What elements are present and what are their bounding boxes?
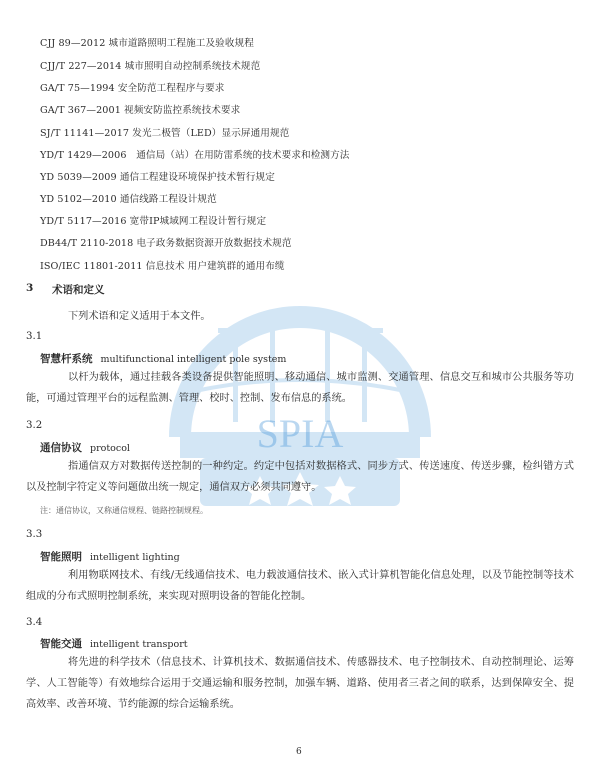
term-number: 3.3 (26, 529, 43, 540)
term-definition: 利用物联网技术、有线/无线通信技术、电力载波通信技术、嵌入式计算机智能化信息处理，以及节能控制等技术组成的分布式照明控制系统，来实现对照明设备的智能化控制。 (26, 570, 574, 602)
reference-item: YD 5102—2010 通信线路工程设计规范 (40, 194, 217, 205)
reference-item: YD/T 1429—2006 通信局（站）在用防雷系统的技术要求和检测方法 (40, 150, 350, 161)
term-definition: 指通信双方对数据传送控制的一种约定。约定中包括对数据格式、同步方式、传送速度、传送步骤，检纠错方式以及控制字符定义等问题做出统一规定，通信双方必须共同遵守。 (26, 461, 574, 493)
section-intro: 下列术语和定义适用于本文件。 (68, 311, 211, 322)
reference-item: CJJ 89—2012 城市道路照明工程施工及验收规程 (40, 38, 254, 49)
reference-item: YD 5039—2009 通信工程建设环境保护技术暂行规定 (40, 172, 275, 183)
term-english: protocol (90, 443, 130, 454)
section-title: 术语和定义 (52, 284, 105, 296)
term-number: 3.4 (26, 617, 43, 628)
term-heading (40, 440, 130, 455)
term-note: 注：通信协议，又称通信规程、链路控制规程。 (40, 506, 208, 515)
term-chinese: 智能交通 (40, 638, 82, 650)
term-english: intelligent lighting (90, 552, 180, 563)
term-heading (40, 351, 286, 366)
reference-item: GA/T 75—1994 安全防范工程程序与要求 (40, 83, 225, 94)
section-number: 3 (26, 282, 34, 294)
reference-item: SJ/T 11141—2017 发光二极管（LED）显示屏通用规范 (40, 128, 290, 139)
term-chinese: 智能照明 (40, 551, 82, 563)
term-definition: 将先进的科学技术（信息技术、计算机技术、数据通信技术、传感器技术、电子控制技术、自动控制理论、运筹学、人工智能等）有效地综合运用于交通运输和服务控制，加强车辆、道路、使用者三者之间的联系，达到保障安全、提高效率、改善环境、节约能源的综合运输系统。 (26, 657, 574, 710)
term-heading (40, 549, 180, 564)
reference-item: DB44/T 2110-2018 电子政务数据资源开放数据技术规范 (40, 238, 292, 249)
watermark-text: SPIA (256, 411, 344, 456)
reference-item: YD/T 5117—2016 宽带IP城域网工程设计暂行规定 (40, 216, 267, 227)
page-number: 6 (296, 747, 302, 757)
term-english: intelligent transport (90, 639, 188, 650)
reference-item: GA/T 367—2001 视频安防监控系统技术要求 (40, 105, 241, 116)
term-chinese: 通信协议 (40, 442, 82, 454)
term-number: 3.2 (26, 420, 43, 431)
term-number: 3.1 (26, 331, 43, 342)
term-english: multifunctional intelligent pole system (100, 354, 287, 365)
reference-item: CJJ/T 227—2014 城市照明自动控制系统技术规范 (40, 61, 261, 72)
term-chinese: 智慧杆系统 (40, 353, 93, 365)
term-heading (40, 636, 188, 651)
term-definition: 以杆为载体，通过挂载各类设备提供智能照明、移动通信、城市监测、交通管理、信息交互和城市公共服务等功能，可通过管理平台的远程监测、管理、校时、控制、发布信息的系统。 (26, 372, 574, 404)
reference-item: ISO/IEC 11801-2011 信息技术 用户建筑群的通用布缆 (40, 261, 285, 272)
